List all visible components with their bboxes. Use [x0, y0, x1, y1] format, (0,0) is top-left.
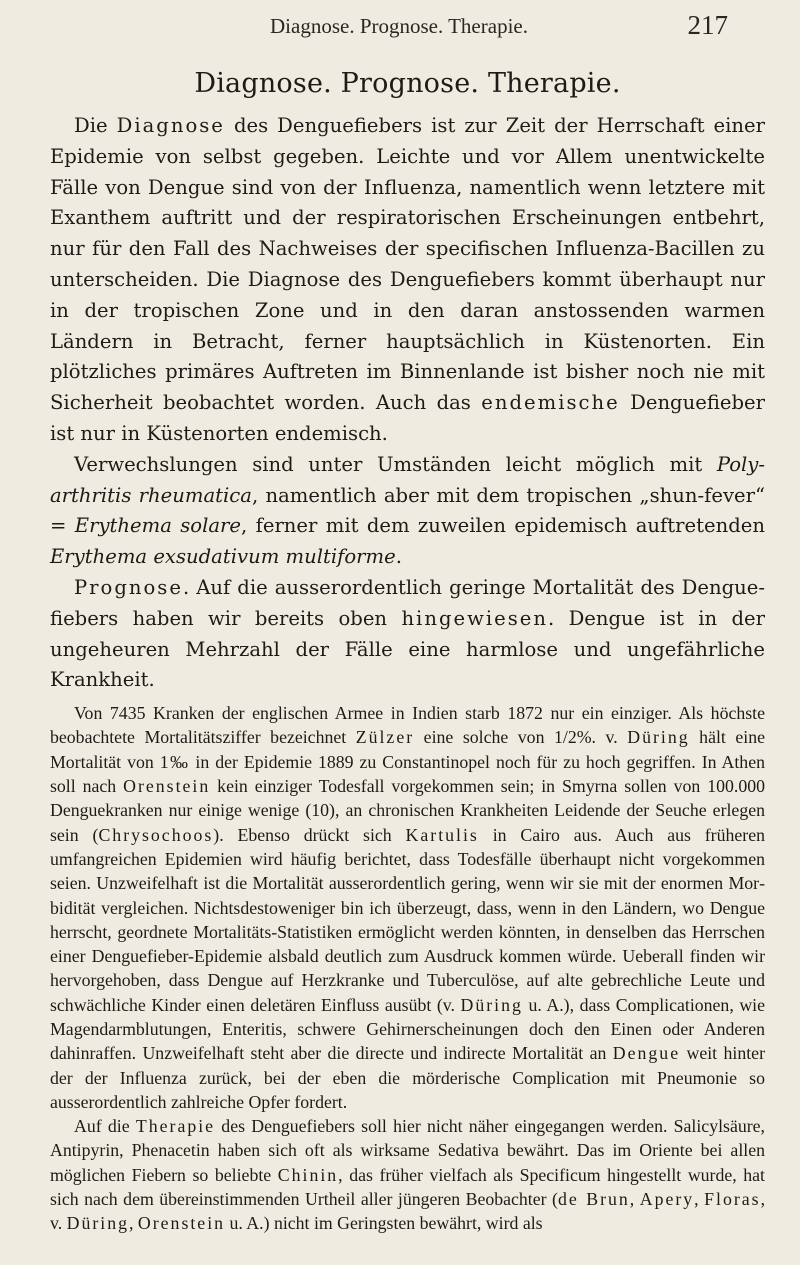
page-header	[0, 10, 800, 44]
term-prognose: Prognose	[74, 575, 183, 599]
term-therapie: Therapie	[135, 1116, 216, 1137]
running-head: Diagnose. Prognose. Therapie.	[270, 14, 528, 38]
paragraph-therapie: Auf die Therapie des Denguefiebers soll hier nicht näher eingegangen werden. Salicylsäure, Antipyrin, Phenacetin haben sich oft als wirksame Sedativa bewährt. Das im Oriente bei allen möglichen Fiebern so beliebte Chinin, das früher vielfach als Specificum hingestellt wurde, hat sich nach dem übereinstimmenden Urtheil aller jüngeren Beobachter (de Brun, Apery, Floras, v. Düring, Orenstein u. A.) nicht im Geringsten bewährt, wird als	[50, 1116, 766, 1234]
small-text-block	[50, 701, 765, 1236]
page-body	[50, 68, 765, 1236]
term-endemische: endemische	[481, 391, 620, 415]
term-diagnose: Diagnose	[116, 114, 225, 137]
paragraph-diagnose: Die Diagnose des Denguefiebers ist zur Zeit der Herrschaft einer Epidemie von selbst gegeben. Leichte und vor Allem unentwickelte Fälle von Dengue sind von der Influenza, namentlich wenn letztere mit Exanthem auftritt und der respiratorischen Erscheinungen entbehrt, nur für den Fall des Nachweises der specifischen Influenza-Bacillen zu unterscheiden. Die Diagnose des Denguefiebers kommt überhaupt nur in der tropischen Zone und in den daran anstossenden warmen Ländern in Betracht, ferner hauptsächlich in Küstenorten. Ein plötzliches primäres Auftreten im Binnenlande ist bisher noch nie mit Sicherheit beobachtet worden. Auch das endemische Denguefieber ist nur in Küstenorten endemisch.	[50, 114, 765, 445]
paragraph-mortality: Von 7435 Kranken der englischen Armee in Indien starb 1872 nur ein einziger. Als höchste beobachtete Mortalitätsziffer bezeichnet Zülzer eine solche von 1/2%. v. Düring hält eine Mortalität von 1‰ in der Epidemie 1889 zu Constantinopel noch für zu hoch gegriffen. In Athen soll nach Orenstein kein einziger Todesfall vorgekommen sein; in Smyrna sollen von 100.000 Denguekranken nur einige wenige (10), an chronischen Krankheiten Leidende der Seuche erlegen sein (Chrysochoos). Ebenso drückt sich Kartulis in Cairo aus. Auch aus früheren umfangreichen Epidemien wird häufig berichtet, dass Todesfälle überhaupt nicht vorgekommen seien. Unzweifelhaft ist die Mortalität ausserordentlich gering, wenn wir sie mit der enormen Morbidität vergleichen. Nichtsdestoweniger bin ich überzeugt, dass, wenn in den Ländern, wo Dengue herrscht, geordnete Mortalitäts-Statistiken ermöglicht werden könnten, in denselben das Herrschen einer Denguefieber-Epidemie alsbald deutlich zum Ausdruck kommen würde. Ueberall finden wir hervorgehoben, dass Dengue auf Herzkranke und Tuberculöse, auf alte gebrechliche Leute und schwächliche Kinder einen deletären Einfluss ausübt (v. Düring u. A.), dass Complicationen, wie Magendarmblutungen, Enteritis, schwere Gehirnerscheinungen doch den Einen oder Anderen dahinraffen. Unzweifelhaft steht aber die directe und indirecte Mortalität an Dengue weit hinter der der Influenza zurück, bei der eben die mörderische Complication mit Pneumonie so ausserordentlich zahlreiche Opfer fordert.	[50, 703, 766, 1112]
large-text-block	[50, 111, 765, 696]
paragraph-verwechslungen: Verwechslungen sind unter Umständen leicht möglich mit Polyarthritis rheumatica, namentlich aber mit dem tropischen „shun-fever“ = Erythema solare, ferner mit dem zuweilen epidemisch auftretenden Erythema exsudativum multiforme.	[50, 452, 765, 569]
section-title: Diagnose. Prognose. Therapie.	[194, 68, 621, 99]
page-number: 217	[687, 10, 728, 40]
fraction: 1/2	[554, 727, 577, 748]
paragraph-prognose: Prognose. Auf die ausserordentlich geringe Mortalität des Denguefiebers haben wir bereits oben hingewiesen. Dengue ist in der ungeheuren Mehrzahl der Fälle eine harmlose und ungefährliche Krankheit.	[50, 575, 765, 692]
